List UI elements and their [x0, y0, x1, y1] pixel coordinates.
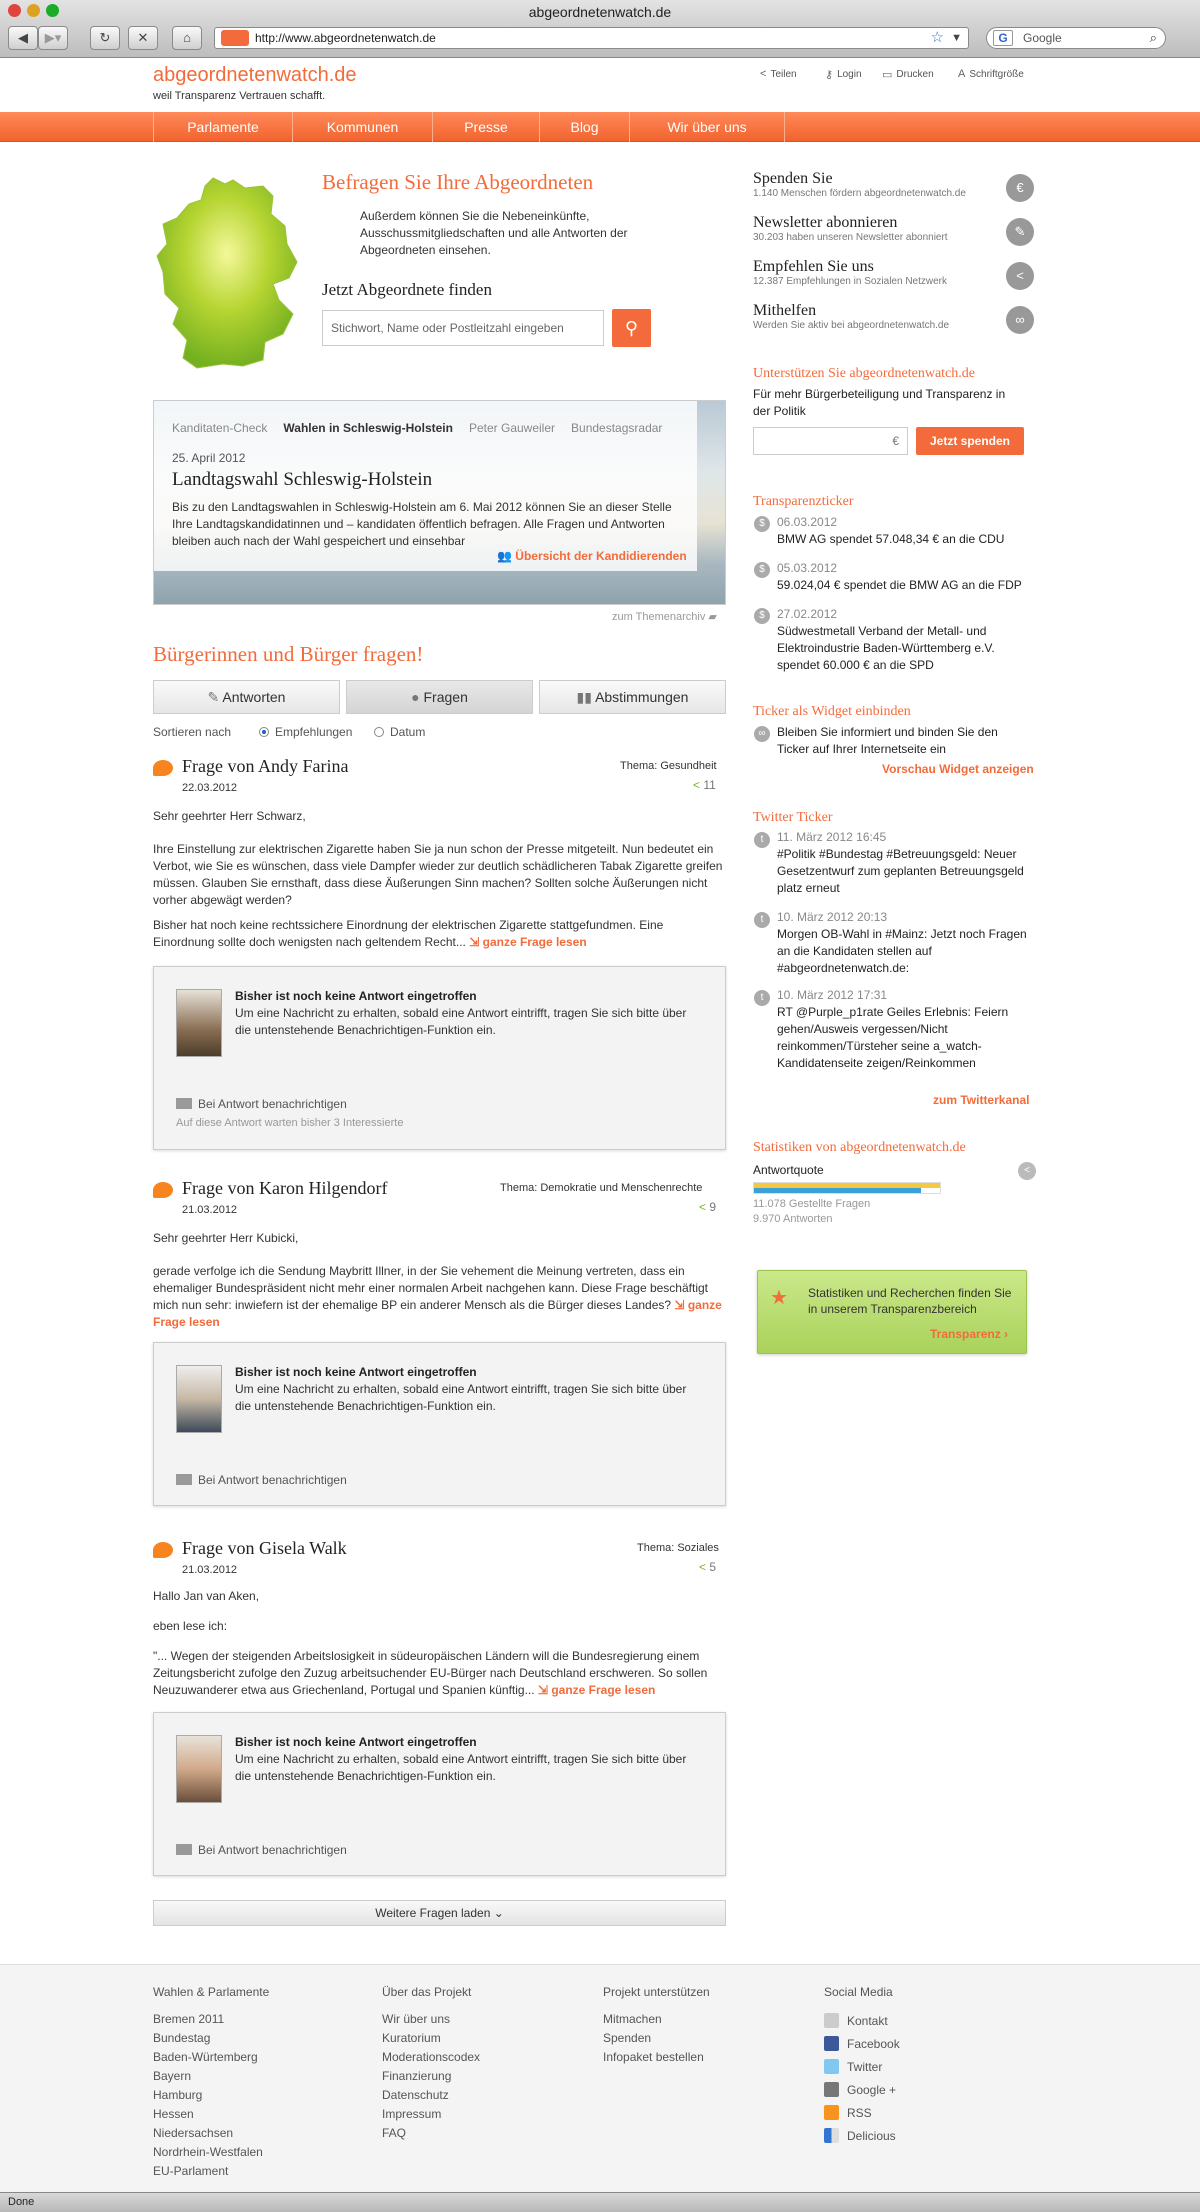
euro-icon: $: [754, 516, 770, 532]
mp-search-button[interactable]: [612, 309, 651, 347]
ticker-text[interactable]: 59.024,04 € spendet die BMW AG an die FDP: [777, 578, 1022, 592]
notify-link[interactable]: [176, 1097, 347, 1111]
footer-link[interactable]: Wir über uns: [382, 2012, 451, 2026]
teaser-tabs: [172, 421, 662, 435]
ticker-text[interactable]: Südwestmetall Verband der Metall- und Elektroindustrie Baden-Württemberg e.V. spendet 60.000 € an die SPD: [777, 624, 995, 672]
hero-title: Befragen Sie Ihre Abgeordneten: [322, 170, 594, 194]
nav-wir-ueber-uns[interactable]: Wir über uns: [630, 112, 785, 142]
footer-link[interactable]: Moderationscodex: [382, 2050, 481, 2064]
tool-login[interactable]: [825, 68, 862, 81]
sidebar-item-sub: 12.387 Empfehlungen in Sozialen Netzwerk: [753, 276, 948, 287]
teaser-tab-check[interactable]: Kanditaten-Check: [172, 421, 268, 435]
footer-link[interactable]: Niedersachsen: [153, 2126, 234, 2140]
question-topic[interactable]: Thema: Soziales: [637, 1542, 719, 1554]
font-size-icon: A: [958, 68, 966, 80]
window-title: abgeordnetenwatch.de: [528, 4, 672, 20]
answer-rate-bar: [753, 1182, 941, 1194]
twitter-icon: [824, 2059, 839, 2074]
tweet-text[interactable]: Morgen OB-Wahl in #Mainz: Jetzt noch Fragen an die Kandidaten stellen auf #abgeordnetenwatch.de:: [777, 927, 1027, 975]
footer-social-label: Twitter: [847, 2060, 883, 2074]
question-share[interactable]: [699, 1560, 716, 1574]
back-button[interactable]: ◀: [8, 26, 38, 50]
people-icon: 👥: [497, 549, 516, 563]
archive-label: zum Themenarchiv: [612, 611, 706, 623]
bookmark-star-icon[interactable]: ☆: [930, 29, 944, 46]
teaser-overview-link[interactable]: [497, 549, 687, 563]
answer-box: [153, 1342, 726, 1506]
question-excerpt: gerade verfolge ich die Sendung Maybritt Illner, in der Sie vehement die Meinung vertreten, dass ein ehemaliger Bundespräsident nicht mehr einer normalen Arbeit nachgehen kann. Diese Frage beschäftigt mich nun sehr: inwiefern ist der ehemalige BP ein anderer Mensch als die Bürger dieses Landes?: [153, 1264, 708, 1312]
promo-text: Statistiken und Recherchen finden Sie in unserem Transparenzbereich: [808, 1286, 1012, 1316]
footer-link[interactable]: Mitmachen: [603, 2012, 662, 2026]
widget-text: Bleiben Sie informiert und binden Sie den Ticker auf Ihrer Internetseite ein: [777, 725, 998, 756]
footer-link[interactable]: Finanzierung: [382, 2069, 452, 2083]
question-date: 22.03.2012: [182, 782, 238, 794]
tool-login-label: Login: [837, 69, 862, 80]
donate-button[interactable]: Jetzt spenden: [916, 427, 1024, 455]
ticker-date: 27.02.2012: [777, 607, 838, 621]
read-full-question-link[interactable]: ⇲ ganze Frage lesen: [537, 1683, 656, 1697]
question-share[interactable]: [693, 778, 716, 792]
browser-status-bar: Done: [0, 2192, 1200, 2212]
read-more-label: ganze Frage lesen: [551, 1683, 656, 1697]
answers-bar: [754, 1188, 921, 1193]
footer-col-project: [382, 1983, 480, 2143]
footer-social-label: Google +: [847, 2083, 897, 2097]
widget-title: Ticker als Widget einbinden: [753, 704, 911, 719]
forward-button[interactable]: ▶▾: [38, 26, 68, 50]
hero-text: Außerdem können Sie die Nebeneinkünfte, Ausschussmitgliedschaften und alle Antworten der Abgeordneten einsehen.: [360, 209, 628, 257]
tab-questions-label: Fragen: [423, 689, 468, 705]
twitter-bird-icon: t: [754, 832, 770, 848]
footer-social-label: Kontakt: [847, 2014, 888, 2028]
question-title[interactable]: Frage von Andy Farina: [182, 756, 349, 776]
sidebar-recommend-item[interactable]: [753, 258, 947, 287]
waiting-count: Auf diese Antwort warten bisher 3 Interessierte: [176, 1117, 404, 1129]
teaser-box: [153, 400, 726, 605]
germany-map[interactable]: [153, 174, 301, 372]
google-engine-icon[interactable]: G: [993, 30, 1013, 46]
answers-count: 9.970 Antworten: [753, 1213, 833, 1225]
question-excerpt: Bisher hat noch keine rechtssichere Einordnung der elektrischen Zigarette stattgefundmen. Eine Einordnung sollte doch wenigsten nach geltendem Recht...: [153, 918, 664, 949]
footer-link[interactable]: FAQ: [382, 2126, 407, 2140]
question-icon: [153, 760, 173, 776]
footer-social-link[interactable]: [824, 2056, 900, 2079]
question-tabs: [153, 680, 726, 714]
envelope-icon: [176, 1098, 192, 1109]
widget-preview-link[interactable]: Vorschau Widget anzeigen: [882, 762, 1034, 776]
footer-link[interactable]: Datenschutz: [382, 2088, 449, 2102]
chevron-down-icon: ⌄: [493, 1906, 504, 1920]
site-tagline: weil Transparenz Vertrauen schafft.: [153, 90, 326, 102]
ticker-title: Transparenzticker: [753, 494, 854, 509]
share-count: 9: [709, 1200, 717, 1214]
share-icon[interactable]: <: [1018, 1162, 1036, 1180]
footer-link[interactable]: Spenden: [603, 2031, 652, 2045]
sort-rec-label: Empfehlungen: [275, 725, 353, 739]
printer-icon: ▭: [882, 69, 893, 81]
google-plus-icon: [824, 2082, 839, 2097]
footer-col-elections: [153, 1983, 269, 2181]
donate-text: Für mehr Bürgerbeteiligung und Transparenz in der Politik: [753, 387, 1006, 418]
search-icon: ⚲: [624, 318, 639, 338]
notify-link[interactable]: [176, 1843, 347, 1857]
footer-link[interactable]: EU-Parlament: [153, 2164, 229, 2178]
politician-photo[interactable]: [176, 1735, 222, 1803]
tool-print-label: Drucken: [896, 69, 934, 80]
question-greeting: Sehr geehrter Herr Schwarz,: [153, 809, 306, 823]
euro-icon: $: [754, 562, 770, 578]
theme-archive-link[interactable]: [612, 610, 717, 623]
tweet-text[interactable]: #Politik #Bundestag #Betreuungsgeld: Neuer Gesetzentwurf zum geplanten Betreuungsgeld platz erneut: [777, 847, 1024, 895]
footer-link[interactable]: Bundestag: [153, 2031, 211, 2045]
tweet-text[interactable]: RT @Purple_p1rate Geiles Erlebnis: Feiern gehen/Ausweis vergessen/Nicht reinkommen/Türsteher seine a_watch-Kandidatenseite zeigen/Reinkommen: [777, 1005, 1009, 1070]
tab-votes[interactable]: [539, 680, 726, 714]
history-dropdown-icon[interactable]: ▼: [951, 32, 962, 44]
footer-col-support: [603, 1983, 710, 2067]
notify-label: Bei Antwort benachrichtigen: [198, 1843, 347, 1857]
teaser-date: 25. April 2012: [172, 451, 246, 465]
magnifier-icon: ⌕: [1149, 30, 1157, 45]
twitter-title: Twitter Ticker: [753, 810, 833, 825]
key-icon: ⚷: [825, 69, 834, 81]
read-more-label: ganze Frage lesen: [153, 1298, 722, 1329]
sidebar-newsletter-item[interactable]: [753, 214, 948, 243]
tool-fontsize-label: Schriftgröße: [969, 68, 1024, 80]
star-icon: ★: [770, 1287, 788, 1309]
share-icon[interactable]: <: [1006, 262, 1034, 290]
answer-rate-label: Antwortquote: [753, 1163, 824, 1177]
footer-social-link[interactable]: [824, 2102, 900, 2125]
load-more-questions-button[interactable]: [153, 1900, 726, 1926]
tweet-date: 11. März 2012 16:45: [777, 830, 887, 844]
politician-photo[interactable]: [176, 989, 222, 1057]
notify-link[interactable]: [176, 1473, 347, 1487]
read-more-label: ganze Frage lesen: [482, 935, 587, 949]
question-share[interactable]: [699, 1200, 716, 1214]
reload-button[interactable]: ↻: [90, 26, 120, 50]
ticker-date: 06.03.2012: [777, 515, 838, 529]
facebook-icon: [824, 2036, 839, 2051]
envelope-icon: [176, 1474, 192, 1485]
promo-link[interactable]: [930, 1327, 1008, 1341]
donation-amount-input[interactable]: €: [753, 427, 908, 455]
question-paragraph: [153, 1263, 726, 1331]
mp-search-input[interactable]: Stichwort, Name oder Postleitzahl eingeben: [322, 310, 604, 346]
tab-answers-label: Antworten: [222, 689, 286, 705]
question-title[interactable]: Frage von Karon Hilgendorf: [182, 1178, 388, 1198]
sidebar-item-title: Mithelfen: [753, 302, 817, 319]
teaser-link-label: Übersicht der Kandidierenden: [515, 549, 687, 563]
delicious-icon: [824, 2128, 839, 2143]
stop-button[interactable]: ✕: [128, 26, 158, 50]
question-paragraph: [153, 1648, 726, 1699]
footer: [0, 1964, 1200, 2192]
footer-link[interactable]: Nordrhein-Westfalen: [153, 2145, 263, 2159]
footer-link[interactable]: Kuratorium: [382, 2031, 441, 2045]
footer-link[interactable]: Bayern: [153, 2069, 192, 2083]
tweet-date: 10. März 2012 20:13: [777, 910, 888, 924]
footer-link[interactable]: Hessen: [153, 2107, 194, 2121]
home-button[interactable]: ⌂: [172, 26, 202, 50]
tool-share[interactable]: [760, 68, 797, 80]
donate-title: Unterstützen Sie abgeordnetenwatch.de: [753, 366, 975, 381]
question-greeting: Hallo Jan van Aken,: [153, 1589, 260, 1603]
radio-empty-icon: [374, 727, 384, 737]
nav-parlamente[interactable]: Parlamente: [153, 112, 293, 142]
sort-recommendations[interactable]: [259, 725, 352, 739]
sidebar-item-title: Newsletter abonnieren: [753, 214, 898, 231]
radio-selected-icon: [259, 727, 269, 737]
ticker-date: 05.03.2012: [777, 561, 838, 575]
question-date: 21.03.2012: [182, 1564, 238, 1576]
people-icon[interactable]: ∞: [1006, 306, 1034, 334]
tab-answers[interactable]: [153, 680, 340, 714]
question-date: 21.03.2012: [182, 1204, 238, 1216]
share-count: 11: [703, 778, 716, 792]
load-more-label: Weitere Fragen laden: [375, 1906, 491, 1920]
teaser-title[interactable]: Landtagswahl Schleswig-Holstein: [172, 469, 433, 490]
teaser-tab-sh[interactable]: Wahlen in Schleswig-Holstein: [283, 421, 453, 435]
sort-date-label: Datum: [390, 725, 426, 739]
speech-bubble-icon: ●: [411, 689, 424, 705]
euro-icon: $: [754, 608, 770, 624]
tool-print[interactable]: [882, 68, 934, 81]
tab-questions[interactable]: [346, 680, 533, 714]
no-answer-text: Um eine Nachricht zu erhalten, sobald eine Antwort eintrifft, tragen Sie sich bitte über die untenstehende Benachrichtigen-Funktion ein.: [235, 1382, 687, 1413]
rss-icon: [824, 2105, 839, 2120]
question-title[interactable]: Frage von Gisela Walk: [182, 1538, 347, 1558]
no-answer-title: Bisher ist noch keine Antwort eingetroffen: [235, 1365, 477, 1379]
question-paragraph: Ihre Einstellung zur elektrischen Zigarette haben Sie ja nun schon der Presse mitgeteilt. Nun bedeutet ein Verbot, wie Sie es wünschen, dass viele Dampfer wieder zur deutlich schädlicheren Tabak Zigarette greifen müssen. Glauben Sie ernsthaft, dass diese Äußerungen Sinn machen? Sollten solche Äußerungen nicht vorher abgewägt werden?: [153, 842, 723, 907]
footer-link[interactable]: Infopaket bestellen: [603, 2050, 704, 2064]
footer-link[interactable]: Baden-Würtemberg: [153, 2050, 258, 2064]
read-full-question-link[interactable]: ⇲ ganze Frage lesen: [469, 935, 587, 949]
sidebar-item-title: Empfehlen Sie uns: [753, 258, 874, 275]
tweet-date: 10. März 2012 17:31: [777, 988, 888, 1002]
pencil-icon[interactable]: ✎: [1006, 218, 1034, 246]
sort-label: Sortieren nach: [153, 725, 232, 739]
euro-icon[interactable]: €: [1006, 174, 1034, 202]
question-paragraph-2: [153, 917, 726, 951]
mail-icon: [824, 2013, 839, 2028]
footer-link[interactable]: Hamburg: [153, 2088, 203, 2102]
answer-box: [153, 1712, 726, 1876]
question-topic[interactable]: Thema: Gesundheit: [620, 760, 717, 772]
footer-social-label: Delicious: [847, 2129, 896, 2143]
share-icon: <: [699, 1200, 710, 1214]
promo-link-label: Transparenz: [930, 1327, 1001, 1341]
sidebar-donate-item[interactable]: [753, 170, 966, 199]
footer-col-social: [824, 1983, 900, 2148]
share-count: 5: [709, 1560, 717, 1574]
sidebar-item-sub: 30.203 haben unseren Newsletter abonniert: [753, 232, 948, 243]
find-label: Jetzt Abgeordnete finden: [322, 280, 492, 299]
footer-col-title: Wahlen & Parlamente: [153, 1985, 270, 1999]
footer-col-title: Über das Projekt: [382, 1985, 472, 1999]
question-icon: [153, 1542, 173, 1558]
footer-link[interactable]: Bremen 2011: [153, 2012, 225, 2026]
read-full-question-link[interactable]: ⇲ ganze Frage lesen: [153, 1298, 722, 1329]
pen-icon: ✎: [207, 689, 223, 705]
tab-votes-label: Abstimmungen: [595, 689, 689, 705]
footer-social-label: RSS: [847, 2106, 872, 2120]
site-favicon: [221, 30, 249, 46]
question-excerpt: "... Wegen der steigenden Arbeitslosigkeit in südeuropäischen Ländern will die Bundesregierung einem Zeitungsbericht zufolge den Zuzug arbeitsuchender EU-Bürger nach Deutschland erschweren. So sollen Neuzuwanderer etwa aus Griechenland, Portugal und Spanien künftig...: [153, 1649, 708, 1697]
politician-photo[interactable]: [176, 1365, 222, 1433]
envelope-icon: [176, 1844, 192, 1855]
share-small-icon: <: [760, 68, 767, 80]
question-icon: [153, 1182, 173, 1198]
answer-box: [153, 966, 726, 1150]
sidebar-item-title: Spenden Sie: [753, 170, 833, 187]
nav-kommunen[interactable]: Kommunen: [293, 112, 433, 142]
question-greeting: Sehr geehrter Herr Kubicki,: [153, 1231, 299, 1245]
tool-fontsize[interactable]: [958, 68, 1024, 80]
footer-social-link[interactable]: [824, 2010, 900, 2033]
no-answer-text: Um eine Nachricht zu erhalten, sobald eine Antwort eintrifft, tragen Sie sich bitte über die untenstehende Benachrichtigen-Funktion ein.: [235, 1752, 687, 1783]
twitter-channel-link[interactable]: zum Twitterkanal: [933, 1093, 1030, 1107]
browser-search-placeholder: Google: [1023, 31, 1062, 45]
footer-link[interactable]: Impressum: [382, 2107, 442, 2121]
address-bar[interactable]: [214, 27, 969, 49]
twitter-bird-icon: t: [754, 990, 770, 1006]
teaser-tab-radar[interactable]: Bundestagsradar: [571, 421, 663, 435]
notify-label: Bei Antwort benachrichtigen: [198, 1097, 347, 1111]
footer-col-title: Projekt unterstützen: [603, 1985, 710, 1999]
transparency-promo[interactable]: [757, 1270, 1027, 1354]
stats-title: Statistiken von abgeordnetenwatch.de: [753, 1140, 966, 1155]
footer-social-label: Facebook: [847, 2037, 900, 2051]
teaser-text: Bis zu den Landtagswahlen in Schleswig-Holstein am 6. Mai 2012 können Sie an dieser Stelle Ihre Landtagskandidatinnen und – kandidaten öffentlich befragen. Alle Fragen und Antworten bleiben auch nach der Wahl gespeichert und einsehbar: [172, 500, 672, 548]
footer-social-link[interactable]: [824, 2079, 900, 2102]
folder-icon: ▰: [708, 611, 717, 623]
main-navigation: [0, 112, 1200, 142]
footer-social-link[interactable]: [824, 2125, 900, 2148]
ticker-text[interactable]: BMW AG spendet 57.048,34 € an die CDU: [777, 532, 1005, 546]
share-icon: <: [693, 778, 704, 792]
url-text: http://www.abgeordnetenwatch.de: [255, 31, 436, 45]
no-answer-text: Um eine Nachricht zu erhalten, sobald eine Antwort eintrifft, tragen Sie sich bitte über die untenstehende Benachrichtigen-Funktion ein.: [235, 1006, 687, 1037]
footer-col-title: Social Media: [824, 1985, 893, 1999]
bar-chart-icon: ▮▮: [576, 689, 596, 705]
notify-label: Bei Antwort benachrichtigen: [198, 1473, 347, 1487]
nav-blog[interactable]: Blog: [540, 112, 630, 142]
sidebar-item-sub: Werden Sie aktiv bei abgeordnetenwatch.de: [753, 320, 950, 331]
browser-chrome: [0, 0, 1200, 58]
widget-icon: ∞: [754, 726, 770, 742]
questions-count: 11.078 Gestellte Fragen: [753, 1198, 871, 1210]
questions-title: Bürgerinnen und Bürger fragen!: [153, 642, 424, 666]
site-logo[interactable]: abgeordnetenwatch.de: [153, 64, 357, 86]
share-icon: <: [699, 1560, 710, 1574]
teaser-tab-gauweiler[interactable]: Peter Gauweiler: [468, 421, 556, 435]
nav-presse[interactable]: Presse: [433, 112, 540, 142]
tool-share-label: Teilen: [770, 68, 797, 80]
sidebar-item-sub: 1.140 Menschen fördern abgeordnetenwatch.de: [753, 188, 966, 199]
browser-search-field[interactable]: [986, 27, 1166, 49]
question-intro: eben lese ich:: [153, 1619, 228, 1633]
footer-social-link[interactable]: [824, 2033, 900, 2056]
question-topic[interactable]: Thema: Demokratie und Menschenrechte: [500, 1182, 703, 1194]
no-answer-title: Bisher ist noch keine Antwort eingetroffen: [235, 989, 477, 1003]
sort-date[interactable]: [374, 725, 425, 739]
chevron-right-icon: ›: [1004, 1327, 1009, 1341]
sidebar-help-item[interactable]: [753, 302, 949, 331]
no-answer-title: Bisher ist noch keine Antwort eingetroffen: [235, 1735, 477, 1749]
twitter-bird-icon: t: [754, 912, 770, 928]
